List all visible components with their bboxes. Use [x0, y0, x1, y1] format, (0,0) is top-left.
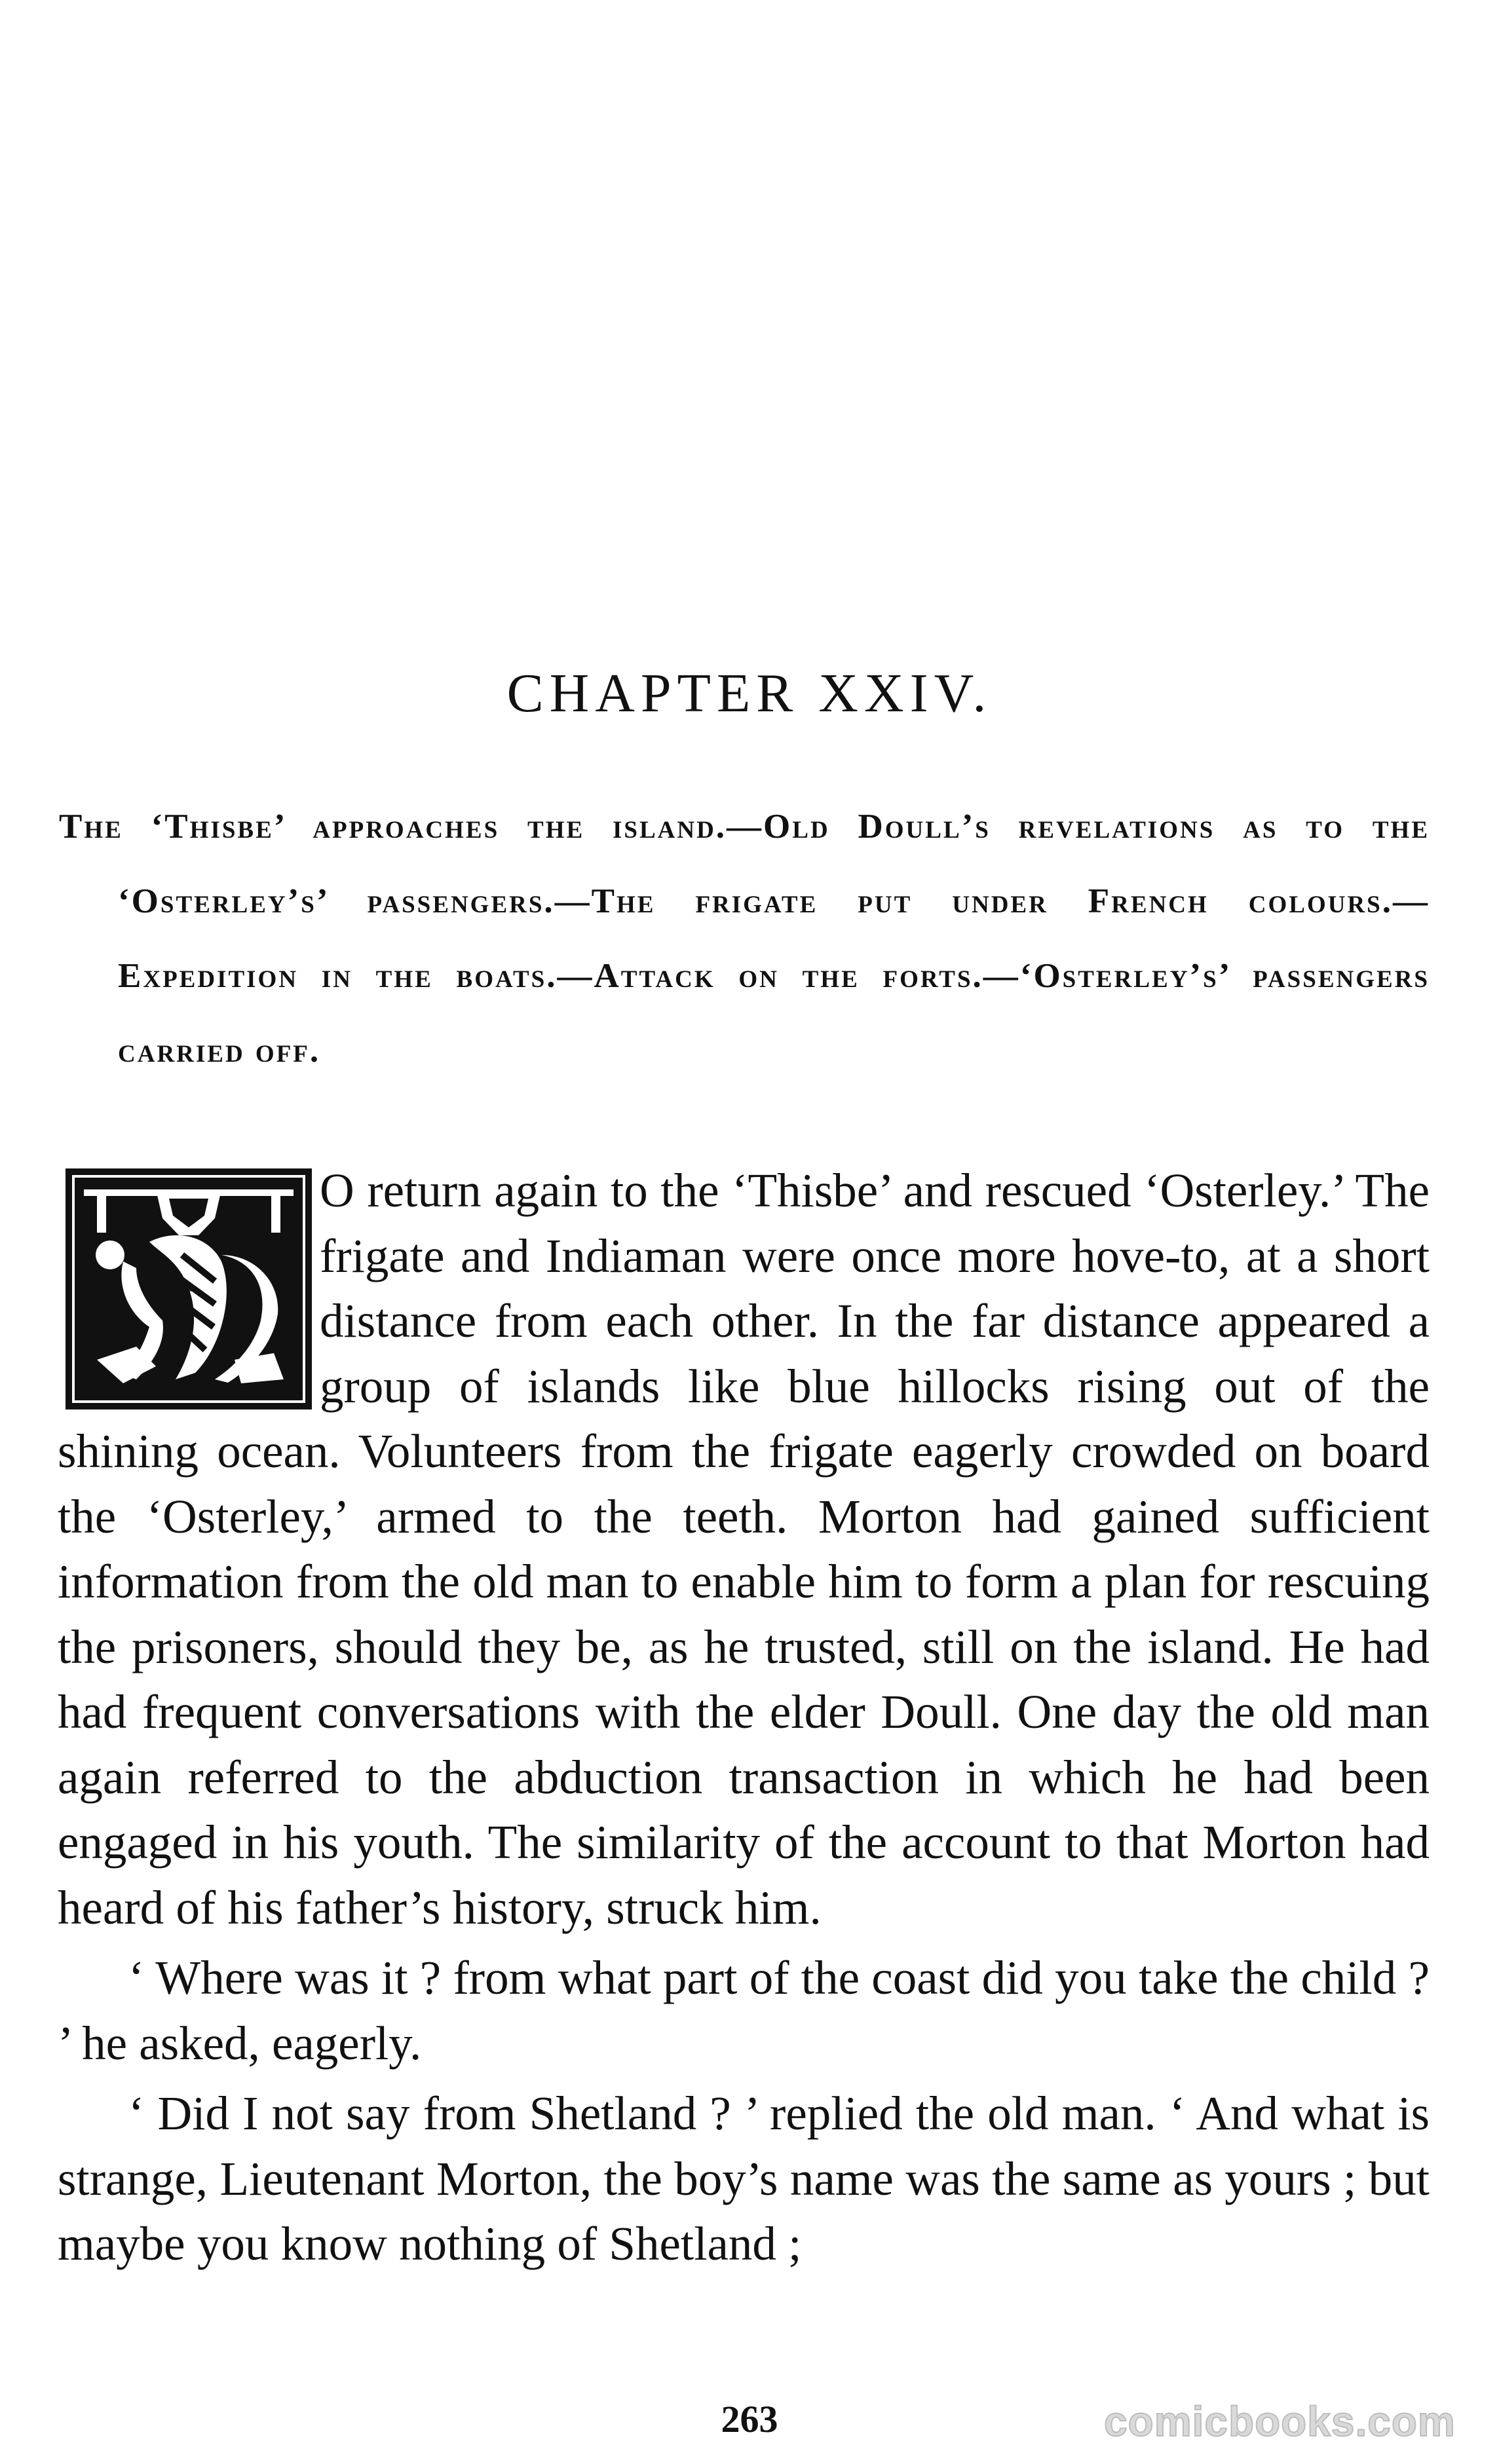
chapter-body [58, 1158, 1430, 2277]
body-paragraph-3: ‘ Did I not say from Shetland ? ’ replied the old man. ‘ And what is strange, Lieutenant Morton, the boy’s name was the same as yours ; but maybe you know nothing of Shetland ; [58, 2087, 1430, 2270]
drop-cap-letter: T [180, 1284, 197, 1313]
ornamental-initial-icon [58, 1163, 320, 1415]
body-paragraph-2: ‘ Where was it ? from what part of the coast did you take the child ? ’ he asked, eagerly. [58, 1951, 1430, 2070]
page-number: 263 [721, 2398, 778, 2440]
chapter-summary [59, 789, 1430, 1088]
watermark: comicbooks.com [1104, 2398, 1456, 2445]
chapter-title: CHAPTER XXIV. [506, 663, 993, 724]
body-paragraph-1 [58, 1158, 1430, 1940]
body-paragraph-1-text: O return again to the ‘Thisbe’ and rescued ‘Osterley.’ The frigate and Indiaman were once more hove-to, at a short distance from each other. In the far distance appeared a group of islands like blue hillocks rising out of the shining ocean. Volunteers from the frigate eagerly crowded on board the ‘Osterley,’ armed to the teeth. Morton had gained sufficient information from the old man to enable him to form a plan for rescuing the prisoners, should they be, as he trusted, still on the island. He had had frequent conversations with the elder Doull. One day the old man again referred to the abduction transaction in which he had been engaged in his youth. The similarity of the account to that Morton had heard of his father’s history, struck him. [58, 1164, 1430, 1934]
drop-cap-illustration [58, 1163, 320, 1415]
chapter-summary-text: The ‘Thisbe’ approaches the island.—Old Doull’s revelations as to the ‘Osterley’s’ passengers.—The frigate put under French colours.—Expedition in the boats.—Attack on the forts.—‘Osterley’s’ passengers carried off. [59, 808, 1430, 1070]
